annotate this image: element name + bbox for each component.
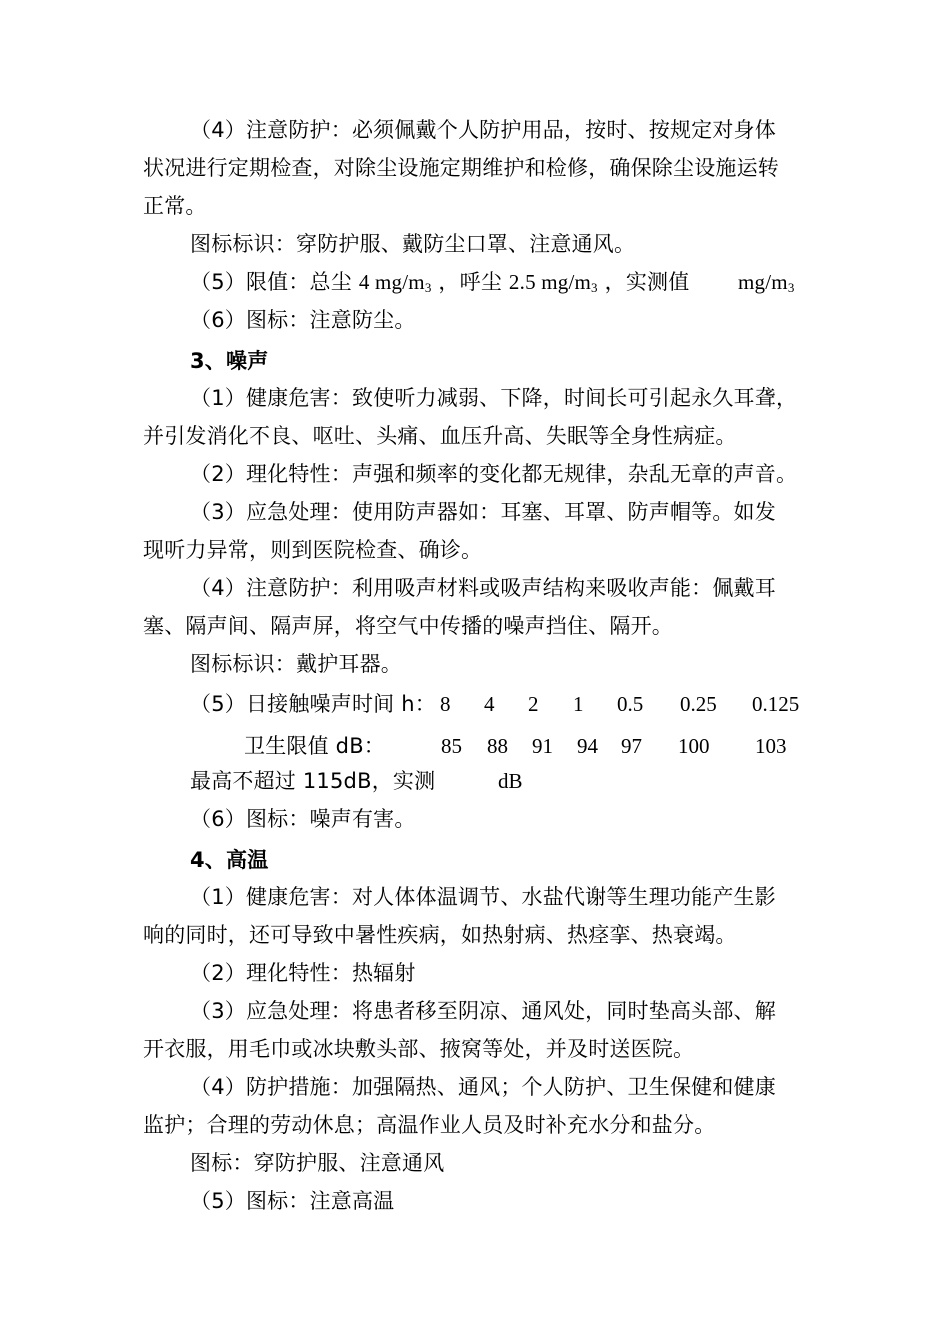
heat-protection-line1: （4）防护措施：加强隔热、通风；个人防护、卫生保健和健康 [190,1075,776,1099]
noise-max-text: 最高不超过 115dB，实测 [190,769,436,793]
noise-emergency-line2: 现听力异常，则到医院检查、确诊。 [143,538,483,562]
hours-cell: 4 [484,692,495,716]
noise-protection-line1: （4）注意防护：利用吸声材料或吸声结构来吸收声能：佩戴耳 [190,576,776,600]
dust-limit-line [190,267,689,303]
noise-hazard-line2: 并引发消化不良、呕吐、头痛、血压升高、失眠等全身性病症。 [143,424,737,448]
hours-cell: 2 [528,692,539,716]
noise-exposure-label: （5）日接触噪声时间 h： [190,692,436,716]
noise-hazard-line1: （1）健康危害：致使听力减弱、下降，时间长可引起永久耳聋， [190,386,798,410]
limit-cell: 91 [532,734,553,758]
resp-dust-value: 2.5 mg/m [508,270,592,294]
dust-limit-prefix: （5）限值：总尘 [190,270,352,294]
limit-cell: 94 [577,734,598,758]
hours-cell: 8 [440,692,451,716]
heat-properties: （2）理化特性：热辐射 [190,961,416,985]
hours-cell: 0.25 [680,692,717,716]
heat-hazard-line1: （1）健康危害：对人体体温调节、水盐代谢等生理功能产生影 [190,885,776,909]
dust-sep2: ，实测值 [604,270,690,294]
heat-emergency-line1: （3）应急处理：将患者移至阴凉、通风处，同时垫高头部、解 [190,999,776,1023]
heat-hazard-line2: 响的同时，还可导致中暑性疾病，如热射病、热痉挛、热衰竭。 [143,923,737,947]
total-dust-value: 4 mg/m [358,270,425,294]
dust-measured-unit [738,267,795,303]
heat-emergency-line2: 开衣服，用毛巾或冰块敷头部、掖窝等处，并及时送医院。 [143,1037,695,1061]
limit-cell: 85 [441,734,462,758]
heat-icon-line: （5）图标：注意高温 [190,1189,395,1213]
dust-protection-line2: 状况进行定期检查，对除尘设施定期维护和检修，确保除尘设施运转 [143,156,779,180]
hours-cell: 0.5 [617,692,644,716]
dust-icon-mark: 图标标识：穿防护服、戴防尘口罩、注意通风。 [190,232,636,256]
measured-unit-text: mg/m [738,270,788,294]
noise-icon-line: （6）图标：噪声有害。 [190,807,416,831]
hours-cell: 1 [573,692,584,716]
noise-emergency-line1: （3）应急处理：使用防声器如：耳塞、耳罩、防声帽等。如发 [190,500,776,524]
limit-cell: 97 [621,734,642,758]
dust-protection-line3: 正常。 [143,194,207,218]
noise-limit-label: 卫生限值 dB： [244,734,386,758]
noise-max-unit: dB [498,769,523,793]
subscript-3: 3 [787,280,795,295]
limit-cell: 88 [487,734,508,758]
limit-cell: 103 [755,734,787,758]
limit-cell: 100 [678,734,710,758]
hours-cell: 0.125 [752,692,800,716]
subscript-3: 3 [591,280,598,295]
noise-heading: 3、噪声 [190,349,269,373]
noise-properties: （2）理化特性：声强和频率的变化都无规律，杂乱无章的声音。 [190,462,798,486]
dust-sep1: ，呼尘 [438,270,503,294]
heat-protection-line2: 监护；合理的劳动休息；高温作业人员及时补充水分和盐分。 [143,1113,716,1137]
noise-protection-line2: 塞、隔声间、隔声屏，将空气中传播的噪声挡住、隔开。 [143,614,673,638]
noise-icon-mark: 图标标识：戴护耳器。 [190,652,402,676]
heat-icon-mark: 图标：穿防护服、注意通风 [190,1151,445,1175]
subscript-3: 3 [424,280,432,295]
dust-protection-line1: （4）注意防护：必须佩戴个人防护用品，按时、按规定对身体 [190,118,776,142]
dust-icon-line: （6）图标：注意防尘。 [190,308,416,332]
heat-heading: 4、高温 [190,848,269,872]
